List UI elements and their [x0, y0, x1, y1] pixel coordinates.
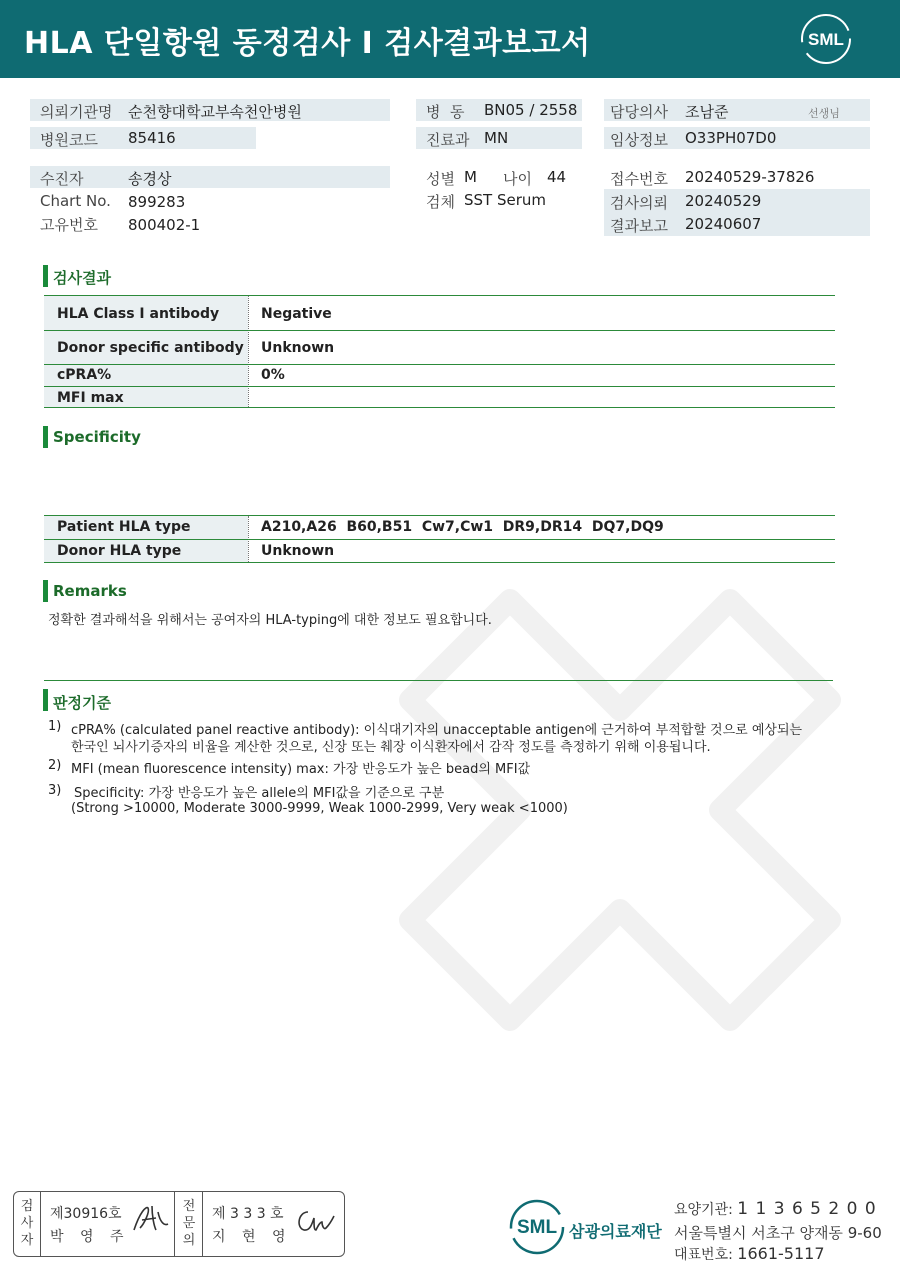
tester-label-char: 자 [20, 1233, 34, 1248]
criteria-item-number: 2) [48, 758, 62, 773]
hospital-code-label: 병원코드 [40, 131, 98, 149]
results-row-rule [44, 386, 835, 387]
footer-sml-logo-icon [508, 1198, 566, 1256]
doctor-value: 조남준 [685, 103, 729, 121]
footer-phone-label: 대표번호 [674, 1247, 729, 1263]
result-row-value: Unknown [261, 340, 335, 356]
criteria-item-line: 한국인 뇌사기증자의 비율을 계산한 것으로, 신장 또는 췌장 이식환자에서 감작 정도를 측정하기 위해 이용됩니다. [71, 740, 711, 755]
footer-phone-value: 1661-5117 [737, 1244, 825, 1263]
patient-value: 송경상 [128, 170, 172, 188]
doctor-suffix: 선생님 [808, 107, 840, 120]
institution-label: 의뢰기관명 [40, 103, 113, 121]
result-row-value: 0% [261, 367, 285, 383]
result-row-value: Negative [261, 306, 332, 322]
criteria-item-number: 3) [48, 783, 62, 798]
specificity-row-value: Unknown [261, 543, 335, 559]
report-label: 결과보고 [610, 217, 668, 235]
tester-name: 박 영 주 [50, 1229, 130, 1245]
stamp-divider [40, 1192, 41, 1256]
specificity-row-rule [44, 539, 835, 540]
tester-signature-icon [130, 1202, 170, 1236]
chart-no-label: Chart No. [40, 192, 111, 210]
header-logo-text: SML [808, 30, 844, 49]
stamp-divider [174, 1192, 175, 1256]
tester-vertical-label [20, 1198, 34, 1249]
criteria-section-title: 판정기준 [53, 694, 111, 712]
sml-logo-icon [800, 13, 852, 65]
sex-label: 성별 [426, 170, 455, 188]
specificity-bottom-rule [44, 562, 835, 563]
remarks-bottom-rule [44, 680, 833, 681]
request-label: 검사의뢰 [610, 194, 668, 212]
remarks-text: 정확한 결과해석을 위해서는 공여자의 HLA-typing에 대한 정보도 필요합니다. [48, 613, 492, 628]
age-value: 44 [547, 168, 567, 186]
uid-value: 800402-1 [128, 216, 201, 234]
footer-code-row: 요양기관: 1 1 3 6 5 2 0 0 [674, 1199, 877, 1219]
specificity-section-title: Specificity [53, 428, 141, 446]
specialist-vertical-label [182, 1198, 196, 1249]
specialist-license-no: 제 3 3 3 호 [212, 1206, 284, 1222]
criteria-item-line: cPRA% (calculated panel reactive antibody): 이식대기자의 unacceptable antigen에 근거하여 부적합할 것으로 예상되는 [71, 723, 803, 738]
specialist-signature-icon [292, 1204, 336, 1238]
footer-org-name: 삼광의료재단 [569, 1222, 662, 1241]
specimen-value: SST Serum [464, 191, 547, 209]
clinical-label: 임상정보 [610, 131, 668, 149]
results-row-rule [44, 330, 835, 331]
specialist-name: 지 현 영 [212, 1229, 292, 1245]
specificity-row-label: Donor HLA type [57, 543, 182, 559]
age-label: 나이 [503, 170, 532, 188]
remarks-section-title: Remarks [53, 582, 127, 600]
ward-label: 병 동 [426, 103, 465, 121]
result-row-label: cPRA% [57, 367, 112, 383]
remarks-section-marker [43, 580, 48, 602]
criteria-item-number: 1) [48, 719, 62, 734]
criteria-section-marker [43, 689, 48, 711]
specificity-row-value: A210,A26 B60,B51 Cw7,Cw1 DR9,DR14 DQ7,DQ9 [261, 519, 664, 535]
tester-license-no: 제30916호 [50, 1206, 122, 1222]
results-divider [248, 296, 249, 407]
specificity-row-label: Patient HLA type [57, 519, 191, 535]
specialist-label-char: 전 [182, 1199, 196, 1214]
patient-label: 수진자 [40, 170, 84, 188]
result-row-label: HLA Class I antibody [57, 306, 220, 322]
footer-code-value: 1 1 3 6 5 2 0 0 [737, 1199, 877, 1219]
criteria-item-line: Specificity: 가장 반응도가 높은 allele의 MFI값을 기준으로 구분 [74, 786, 445, 801]
criteria-item-line: (Strong >10000, Moderate 3000-9999, Weak 1000-2999, Very weak <1000) [71, 801, 568, 816]
footer-phone-row: 대표번호: 1661-5117 [674, 1244, 825, 1263]
report-value: 20240607 [685, 215, 762, 233]
chart-no-value: 899283 [128, 193, 186, 211]
footer-logo-text: SML [516, 1217, 558, 1238]
request-value: 20240529 [685, 192, 762, 210]
specificity-section-marker [43, 426, 48, 448]
institution-value: 순천향대학교부속천안병원 [128, 103, 302, 121]
result-row-label: Donor specific antibody [57, 340, 244, 356]
stamp-divider [202, 1192, 203, 1256]
receipt-value: 20240529-37826 [685, 168, 815, 186]
specialist-label-char: 의 [182, 1233, 196, 1248]
criteria-item-line: MFI (mean fluorescence intensity) max: 가장 반응도가 높은 bead의 MFI값 [71, 762, 531, 777]
hospital-code-value: 85416 [128, 129, 176, 147]
uid-label: 고유번호 [40, 216, 98, 234]
patient-band [30, 166, 390, 188]
clinical-value: O33PH07D0 [685, 129, 777, 147]
dept-value: MN [484, 129, 509, 147]
footer-address: 서울특별시 서초구 양재동 9-60 [674, 1224, 882, 1242]
tester-label-char: 사 [20, 1216, 34, 1231]
footer-code-label: 요양기관 [674, 1202, 729, 1218]
report-title: HLA 단일항원 동정검사 I 검사결과보고서 [24, 26, 591, 61]
specimen-label: 검체 [426, 193, 455, 211]
receipt-label: 접수번호 [610, 170, 668, 188]
results-row-rule [44, 364, 835, 365]
ward-value: BN05 / 2558 [484, 101, 578, 119]
specialist-label-char: 문 [182, 1216, 196, 1231]
result-row-label: MFI max [57, 390, 124, 406]
results-section-title: 검사결과 [53, 269, 111, 287]
tester-label-char: 검 [20, 1199, 34, 1214]
results-bottom-rule [44, 407, 835, 408]
doctor-label: 담당의사 [610, 103, 668, 121]
results-section-marker [43, 265, 48, 287]
dept-label: 진료과 [426, 131, 470, 149]
sex-value: M [464, 168, 477, 186]
